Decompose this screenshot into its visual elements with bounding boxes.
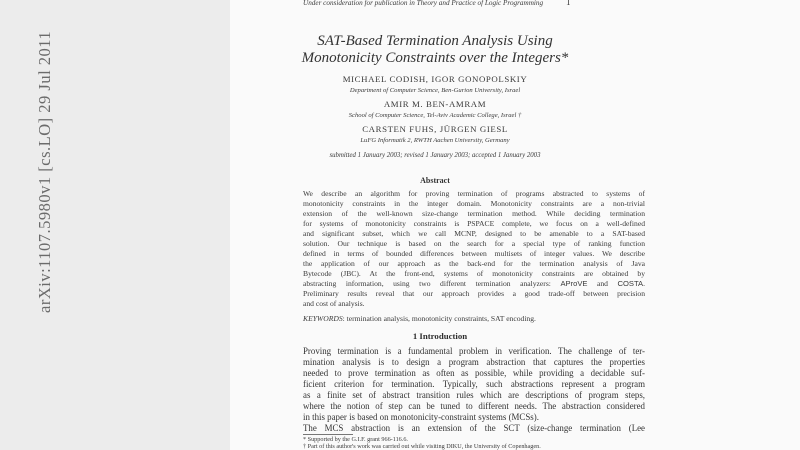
abstract-line: solution. Our technique is based on the search for a special type of ranking function <box>303 239 645 248</box>
paper-title-line-2: Monotonicity Constraints over the Integers* <box>301 50 569 66</box>
footnote-2: † Part of this author's work was carried out while visiting DIKU, the University of Copenhagen. <box>303 443 541 450</box>
abstract-line: and cost of analysis. <box>303 299 365 308</box>
body-line: needed to prove termination as often as possible, while providing a decidable suf- <box>303 368 645 378</box>
abstract-line: the application of our approach as the back-end for the termination analysis of Java <box>303 259 645 268</box>
paper-title-line-1: SAT-Based Termination Analysis Using <box>317 33 553 49</box>
abstract-tools-prefix: abstracting information, using two different termination analyzers: <box>303 279 561 288</box>
body-line: ficient criterion for termination. Typically, such abstractions represent a program <box>303 379 645 389</box>
tool-name-costa: COSTA <box>617 279 644 288</box>
abstract-line: Preliminary results reveal that our approach provides a good trade-off between precision <box>303 289 645 298</box>
author-names-2: AMIR M. BEN-AMRAM <box>383 99 487 109</box>
submission-dates: submitted 1 January 2003; revised 1 January 2003; accepted 1 January 2003 <box>329 152 541 159</box>
paper-page <box>230 0 800 450</box>
abstract-line-tools <box>303 279 645 289</box>
author-affiliation-2: School of Computer Science, Tel-Aviv Academic College, Israel † <box>348 112 522 119</box>
author-affiliation-1: Department of Computer Science, Ben-Gurion University, Israel <box>349 87 521 94</box>
keywords <box>303 314 536 323</box>
abstract-line: Bytecode (JBC). At the front-end, systems of monotonicity constraints are obtained by <box>303 269 645 278</box>
tool-name-aprove: AProVE <box>560 279 588 288</box>
abstract-tools-end: . <box>643 279 645 288</box>
abstract-line: for systems of monotonicity constraints is PSPACE complete, we focus on a well-defined <box>303 219 645 228</box>
abstract-tools-and: and <box>587 279 618 288</box>
abstract-line: We describe an algorithm for proving termination of programs abstracted to systems of <box>303 189 645 198</box>
arxiv-side-stamp: arXiv:1107.5980v1 [cs.LO] 29 Jul 2011 <box>35 30 54 313</box>
body-line: The MCS abstraction is an extension of the SCT (size-change termination (Lee <box>303 423 645 433</box>
abstract-heading: Abstract <box>420 176 450 185</box>
body-line: as a finite set of abstract transition rules which are descriptions of program steps, <box>303 390 645 400</box>
abstract-line: and significant subset, which we call MCNP, designed to be amenable to a SAT-based <box>303 229 645 238</box>
body-line: where the notion of step can be tuned to different needs. The abstraction considered <box>303 401 645 411</box>
body-line: in this paper is based on monotonicity-constraint systems (MCSs). <box>303 412 539 422</box>
section-heading: 1 Introduction <box>412 331 468 341</box>
abstract-line: defined in terms of bounded differences between multisets of integer values. We describe <box>303 249 645 258</box>
footnote-1: * Supported by the G.I.F. grant 966-116.6. <box>303 436 408 443</box>
author-affiliation-3: LuFG Informatik 2, RWTH Aachen University, Germany <box>360 137 510 144</box>
running-head: Under consideration for publication in Theory and Practice of Logic Programming <box>303 0 544 7</box>
abstract-line: monotonicity constraints in the integer domain. Monotonicity constraints are a non-trivial <box>303 199 645 208</box>
keywords-label: KEYWORDS <box>303 314 343 323</box>
page-number: 1 <box>566 0 571 7</box>
body-line: mination analysis is to design a program abstraction that captures the properties <box>303 357 645 367</box>
author-names-1: MICHAEL CODISH, IGOR GONOPOLSKIY <box>342 74 528 84</box>
keywords-text: : termination analysis, monotonicity constraints, SAT encoding. <box>342 314 536 323</box>
body-line: Proving termination is a fundamental problem in verification. The challenge of ter- <box>303 346 645 356</box>
footnote-rule <box>303 434 353 435</box>
abstract-line: extension of the well-known size-change termination method. While deciding termination <box>303 209 645 218</box>
author-names-3: CARSTEN FUHS, JÜRGEN GIESL <box>362 124 508 134</box>
